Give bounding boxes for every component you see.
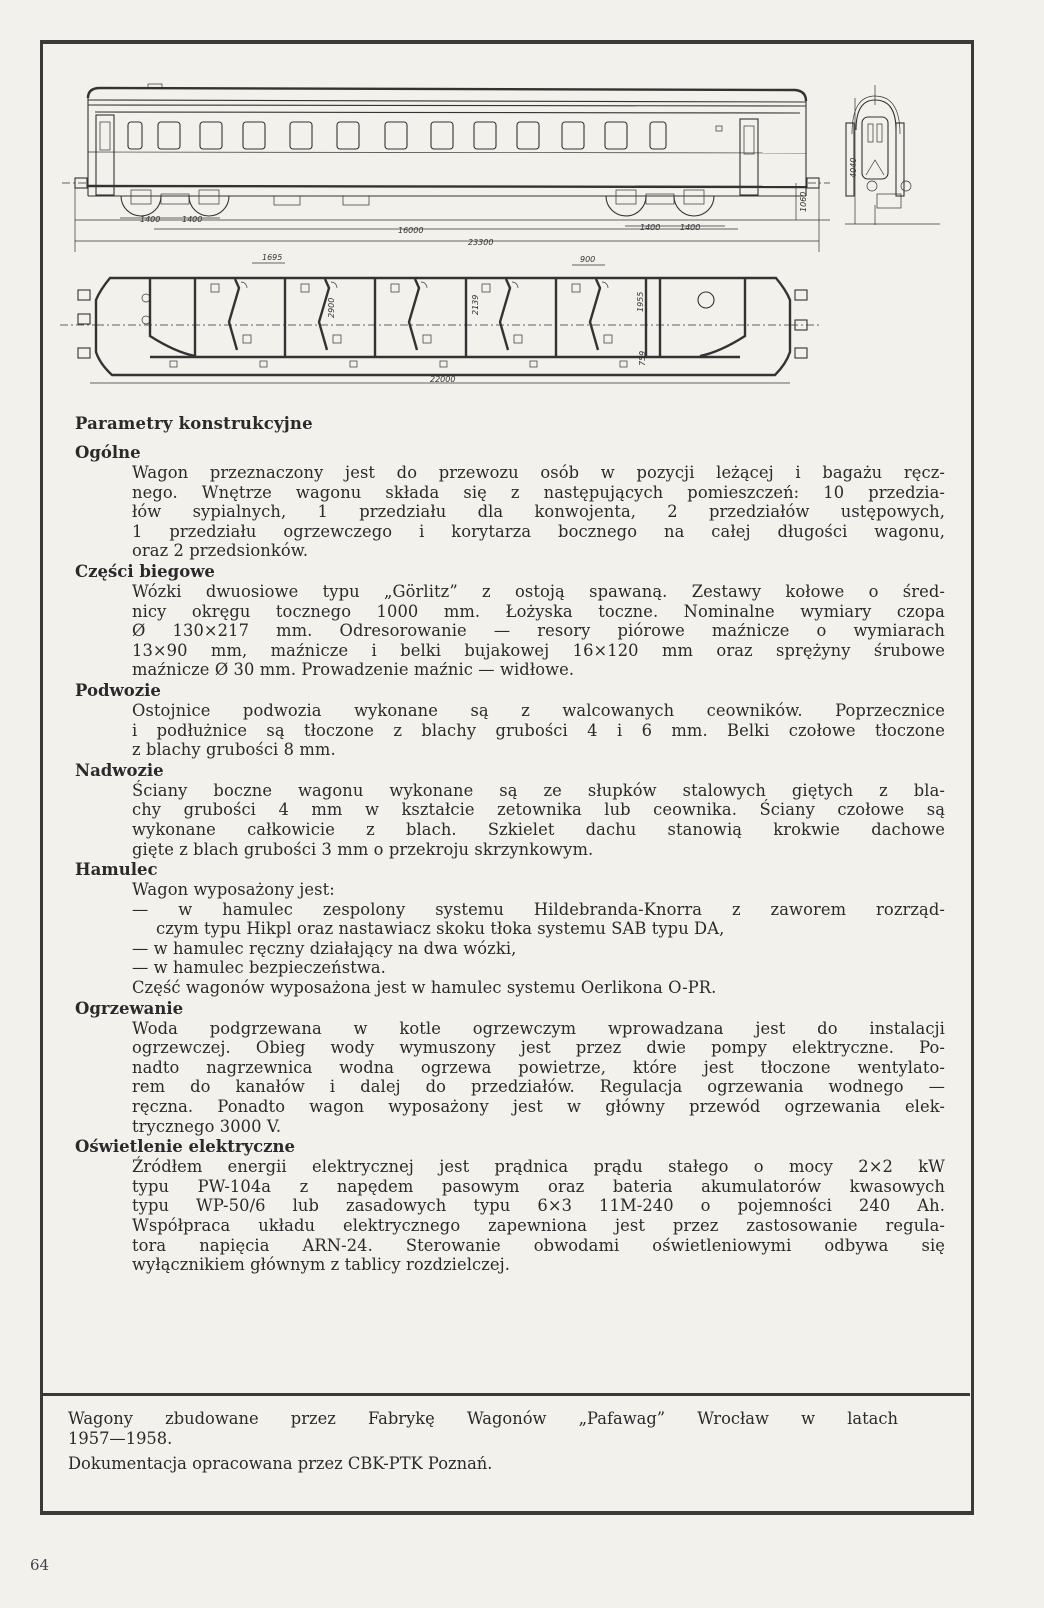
page-number: 64 — [30, 1556, 50, 1574]
bogie-right — [606, 190, 714, 216]
side-window — [650, 122, 666, 149]
builder-line-1: Wagony zbudowane przez Fabrykę Wagonów „Pafawag” Wrocław w latach — [68, 1409, 898, 1428]
text-line: typu PW-104a z napędem pasowym oraz bateria akumulatorów kwasowych — [132, 1176, 945, 1196]
section-heading: Hamulec — [75, 860, 158, 880]
side-view — [62, 84, 830, 252]
side-view-door-left — [96, 115, 114, 195]
side-window — [605, 122, 627, 149]
dim-compartment-width: 1695 — [262, 253, 283, 262]
vestibule-wall-left — [150, 278, 195, 356]
berth-divider — [409, 279, 419, 350]
side-window — [158, 122, 180, 149]
wheel — [674, 196, 714, 216]
text-line: wyłącznikiem głównym z tablicy rozdzielczej. — [132, 1255, 511, 1275]
axle-box — [616, 190, 636, 204]
text-line: Źródłem energii elektrycznej jest prądnica prądu stałego o mocy 2×2 kW — [132, 1157, 945, 1177]
axle-box — [131, 190, 151, 204]
text-line: ogrzewczej. Obieg wody wymuszony jest przez dwie pompy elektryczne. Po- — [132, 1038, 945, 1058]
side-view-windows — [128, 122, 722, 149]
section-heading: Oświetlenie elektryczne — [75, 1137, 296, 1157]
seat — [423, 335, 431, 343]
text-line: Woda podgrzewana w kotle ogrzewczym wprowadzana jest do instalacji — [132, 1018, 945, 1038]
text-line: — w hamulec bezpieczeństwa. — [132, 958, 386, 978]
side-view-roof — [88, 88, 806, 101]
seat — [482, 284, 490, 292]
text-line: Współpraca układu elektrycznego zapewniona jest przez zastosowanie regula- — [132, 1216, 945, 1235]
side-window — [517, 122, 539, 149]
dim-door-width: 900 — [580, 255, 596, 264]
footer-notes — [68, 1409, 898, 1480]
construction-parameters — [75, 414, 945, 1275]
seat — [572, 284, 580, 292]
side-window — [562, 122, 584, 149]
wagon-technical-drawing — [0, 0, 1044, 400]
dim-bogie-left-1: 1400 — [140, 215, 161, 224]
dim-bogie-right-2: 1400 — [680, 223, 701, 232]
dim-end-height: 4040 — [849, 157, 858, 178]
text-line: Ø 130×217 mm. Odresorowanie — resory piórowe maźnicze o wymiarach — [132, 621, 945, 641]
section-divider — [40, 1393, 970, 1396]
side-view-door-right — [740, 119, 758, 195]
seat — [604, 335, 612, 343]
side-window — [474, 122, 496, 149]
berth-divider — [229, 279, 239, 350]
text-line: wykonane całkowicie z blach. Szkielet dachu stanowią krokwie dachowe — [132, 819, 945, 839]
text-line: Wózki dwuosiowe typu „Görlitz” z ostoją spawaną. Zestawy kołowe o śred- — [132, 581, 945, 601]
section-heading: Ogólne — [75, 443, 141, 462]
text-line: oraz 2 przedsionków. — [132, 541, 309, 561]
seat — [301, 284, 309, 292]
axle-box — [199, 190, 219, 204]
end-view — [845, 85, 940, 225]
text-line: 1 przedziału ogrzewczego i korytarza bocznego na całej długości wagonu, — [132, 521, 945, 541]
corridor-seat — [170, 361, 177, 367]
corridor-seat — [260, 361, 267, 367]
side-window — [385, 122, 407, 149]
dim-1955: 1955 — [636, 291, 645, 312]
corridor-seat — [530, 361, 537, 367]
section-heading: Części biegowe — [75, 561, 215, 581]
dim-length-over-buffers: 23300 — [468, 238, 494, 247]
seat — [333, 335, 341, 343]
text-line: tora napięcia ARN-24. Sterowanie obwodami oświetleniowymi odbywa się — [132, 1235, 945, 1255]
bogie-left — [121, 190, 229, 216]
wheel — [189, 196, 229, 216]
text-line: nicy okręgu tocznego 1000 mm. Łożyska toczne. Nominalne wymiary czopa — [132, 601, 945, 621]
text-line: Wagon przeznaczony jest do przewozu osób w pozycji leżącej i bagażu ręcz- — [132, 463, 945, 482]
berth-divider — [590, 279, 600, 350]
dim-body-length: 22000 — [430, 375, 456, 384]
section-body — [132, 781, 945, 859]
door-swing — [241, 282, 247, 288]
text-line: maźnicze Ø 30 mm. Prowadzenie maźnic — widłowe. — [132, 660, 575, 680]
documentation-note: Dokumentacja opracowana przez CBK-PTK Poznań. — [68, 1454, 493, 1474]
builder-line-2: 1957—1958. — [68, 1428, 173, 1448]
seat — [514, 335, 522, 343]
text-line: Wagon wyposażony jest: — [132, 880, 335, 900]
wheel — [121, 196, 161, 216]
door-swing — [512, 282, 518, 288]
dim-corridor-width: 759 — [638, 350, 647, 366]
floor-plan-outline — [96, 278, 790, 375]
text-line: trycznego 3000 V. — [132, 1116, 282, 1136]
text-line: nadto nagrzewnica wodna ogrzewa powietrze, które jest tłoczone wentylato- — [132, 1057, 945, 1077]
corridor-seat — [620, 361, 627, 367]
dim-2900: 2900 — [327, 297, 336, 318]
section-heading: Nadwozie — [75, 760, 164, 780]
section-body — [132, 1157, 945, 1275]
floor-plan — [60, 253, 820, 384]
side-window — [128, 122, 142, 149]
text-line: Ostojnice podwozia wykonane są z walcowanych ceowników. Poprzecznice — [132, 700, 945, 720]
side-window — [431, 122, 453, 149]
text-line: Ściany boczne wagonu wykonane są ze słupków stalowych giętych z bla- — [132, 780, 945, 800]
text-line: 13×90 mm, maźnicze i belki bujakowej 16×120 mm oraz sprężyny śrubowe — [132, 640, 945, 660]
text-line: typu WP-50/6 lub zasadowych typu 6×3 11M-240 o pojemności 240 Ah. — [132, 1196, 945, 1216]
side-window — [200, 122, 222, 149]
vestibule-wall-right — [700, 278, 745, 356]
side-window — [337, 122, 359, 149]
door-swing — [602, 282, 608, 288]
text-line: i podłużnice są tłoczone z blachy grubości 4 i 6 mm. Belki czołowe tłoczone — [132, 720, 945, 740]
text-line: z blachy grubości 8 mm. — [132, 740, 336, 760]
text-line: gięte z blach grubości 3 mm o przekroju skrzynkowym. — [132, 839, 594, 859]
dim-bogie-right-1: 1400 — [640, 223, 661, 232]
main-heading: Parametry konstrukcyjne — [75, 414, 313, 433]
seat — [211, 284, 219, 292]
section-heading: Ogrzewanie — [75, 998, 184, 1018]
door-swing — [421, 282, 427, 288]
dim-2139: 2139 — [471, 294, 480, 315]
section-body — [132, 582, 945, 680]
side-window — [290, 122, 312, 149]
section-body — [132, 701, 945, 760]
text-line: nego. Wnętrze wagonu składa się z następujących pomieszczeń: 10 przedzia- — [132, 482, 945, 502]
seat — [391, 284, 399, 292]
section-body — [132, 880, 945, 998]
text-line: — w hamulec zespolony systemu Hildebranda-Knorra z zaworem rozrząd- — [132, 899, 945, 919]
section-body — [132, 1019, 945, 1137]
seat — [243, 335, 251, 343]
corridor-seat — [440, 361, 447, 367]
dim-bogie-left-2: 1400 — [182, 215, 203, 224]
text-line: łów sypialnych, 1 przedziału dla konwojenta, 2 przedziałów ustępowych, — [132, 502, 945, 522]
side-window — [243, 122, 265, 149]
corridor-seat — [350, 361, 357, 367]
text-line: ręczna. Ponadto wagon wyposażony jest w główny przewód ogrzewania elek- — [132, 1097, 945, 1117]
side-window-small — [716, 126, 722, 131]
dim-bogie-centers: 16000 — [398, 226, 424, 235]
door-swing — [331, 282, 337, 288]
wheel — [606, 196, 646, 216]
axle-box — [684, 190, 704, 204]
text-line: chy grubości 4 mm w kształcie zetownika lub ceownika. Ściany czołowe są — [132, 800, 945, 820]
berth-divider — [500, 279, 510, 350]
text-line: czym typu Hikpl oraz nastawiacz skoku tłoka systemu SAB typu DA, — [156, 919, 725, 939]
section-heading: Podwozie — [75, 680, 161, 700]
builder-note — [68, 1409, 898, 1448]
text-line: — w hamulec ręczny działający na dwa wózki, — [132, 938, 517, 958]
text-line: rem do kanałów i dalej do przedziałów. Regulacja ogrzewania wodnego — — [132, 1077, 945, 1097]
section-body — [132, 463, 945, 561]
text-line: Część wagonów wyposażona jest w hamulec systemu Oerlikona O-PR. — [132, 978, 717, 998]
dim-buffer-height: 1060 — [799, 191, 808, 212]
